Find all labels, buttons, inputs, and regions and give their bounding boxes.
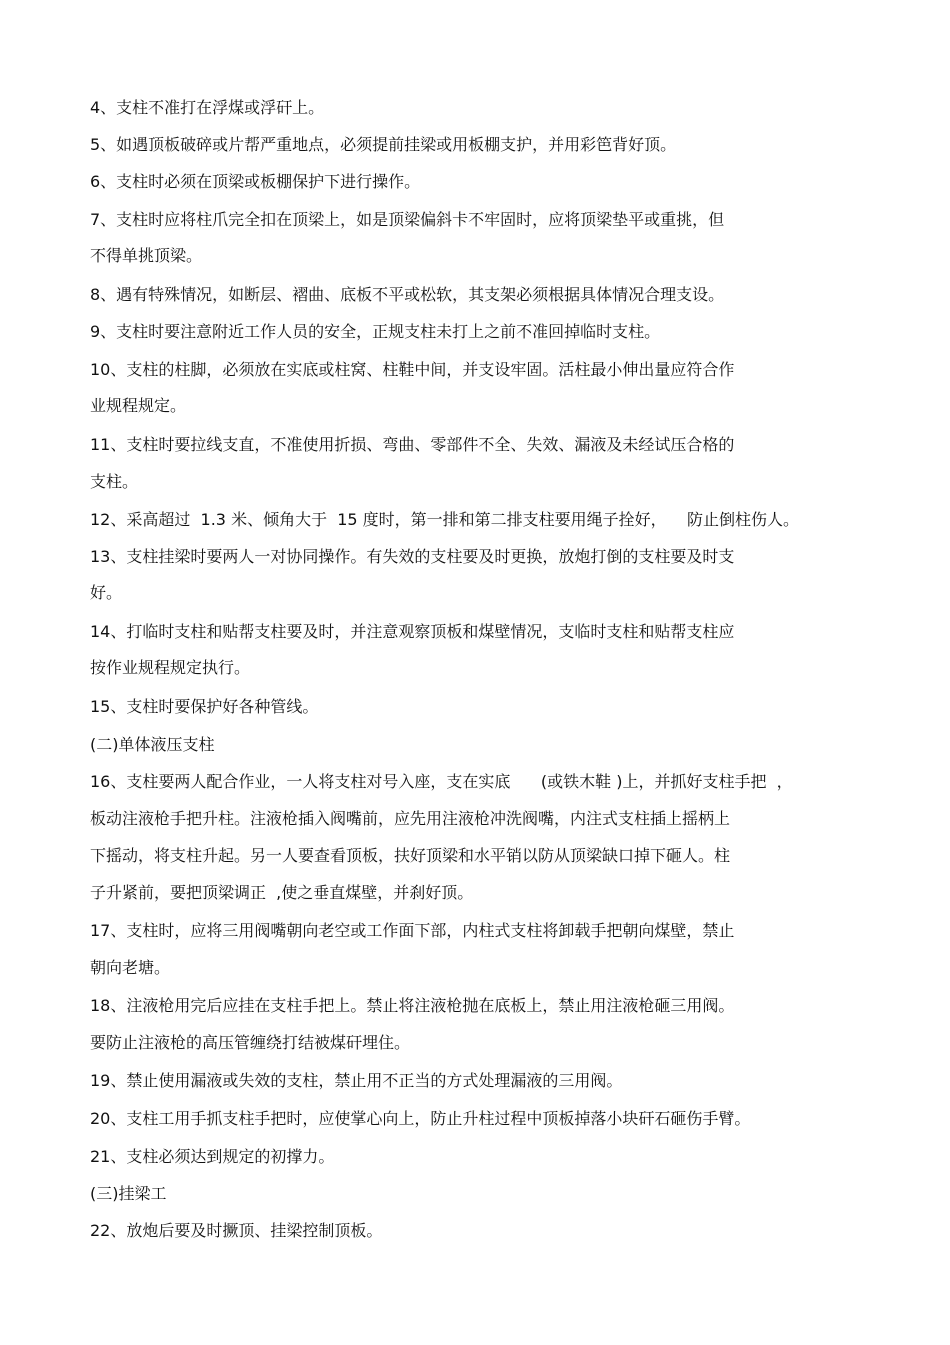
text-line: 要防止注液枪的高压管缠绕打结被煤矸埋住。 xyxy=(90,1033,411,1052)
text-line: 7、支柱时应将柱爪完全扣在顶梁上，如是顶梁偏斜卡不牢固时，应将顶梁垫平或重挑，但 xyxy=(90,210,725,229)
text-line: 朝向老塘。 xyxy=(90,958,171,977)
text-line: 8、遇有特殊情况，如断层、褶曲、底板不平或松软，其支架必须根据具体情况合理支设。 xyxy=(90,285,725,304)
text-line: 11、支柱时要拉线支直，不准使用折损、弯曲、零部件不全、失效、漏液及未经试压合格的 xyxy=(90,435,735,454)
text-line: 18、注液枪用完后应挂在支柱手把上。禁止将注液枪抛在底板上，禁止用注液枪砸三用阀。 xyxy=(90,996,735,1015)
text-line: 6、支柱时必须在顶梁或板棚保护下进行操作。 xyxy=(90,172,421,191)
text-line: 16、支柱要两人配合作业，一人将支柱对号入座，支在实底 (或铁木鞋 )上，并抓好支柱手把 ， xyxy=(90,772,793,791)
text-line: 22、放炮后要及时撅顶、挂梁控制顶板。 xyxy=(90,1221,383,1240)
text-line: 子升紧前，要把顶梁调正 ,使之垂直煤壁，并刹好顶。 xyxy=(90,883,474,902)
text-line: 不得单挑顶梁。 xyxy=(90,246,203,265)
text-line: 17、支柱时，应将三用阀嘴朝向老空或工作面下部，内柱式支柱将卸载手把朝向煤壁，禁止 xyxy=(90,921,735,940)
text-line: 4、支柱不准打在浮煤或浮矸上。 xyxy=(90,98,325,117)
text-line: 20、支柱工用手抓支柱手把时，应使掌心向上，防止升柱过程中顶板掉落小块矸石砸伤手臂。 xyxy=(90,1109,751,1128)
text-line: 21、支柱必须达到规定的初撑力。 xyxy=(90,1147,335,1166)
text-line: 下摇动，将支柱升起。另一人要查看顶板，扶好顶梁和水平销以防从顶梁缺口掉下砸人。柱 xyxy=(90,846,731,865)
text-line: 19、禁止使用漏液或失效的支柱，禁止用不正当的方式处理漏液的三用阀。 xyxy=(90,1071,623,1090)
text-line: 14、打临时支柱和贴帮支柱要及时，并注意观察顶板和煤壁情况，支临时支柱和贴帮支柱应 xyxy=(90,622,735,641)
text-line: 业规程规定。 xyxy=(90,396,187,415)
text-line: 15、支柱时要保护好各种管线。 xyxy=(90,697,319,716)
section-heading: (三)挂梁工 xyxy=(90,1184,167,1203)
text-line: 10、支柱的柱脚，必须放在实底或柱窝、柱鞋中间，并支设牢固。活柱最小伸出量应符合作 xyxy=(90,360,735,379)
text-line: 13、支柱挂梁时要两人一对协同操作。有失效的支柱要及时更换，放炮打倒的支柱要及时支 xyxy=(90,547,735,566)
text-line: 支柱。 xyxy=(90,472,139,491)
text-line: 按作业规程规定执行。 xyxy=(90,658,251,677)
text-line: 板动注液枪手把升柱。注液枪插入阀嘴前，应先用注液枪冲洗阀嘴，内注式支柱插上摇柄上 xyxy=(90,809,731,828)
text-line: 5、如遇顶板破碎或片帮严重地点，必须提前挂梁或用板棚支护，并用彩笆背好顶。 xyxy=(90,135,677,154)
text-line: 好。 xyxy=(90,583,123,602)
section-heading: (二)单体液压支柱 xyxy=(90,735,215,754)
text-line: 9、支柱时要注意附近工作人员的安全，正规支柱未打上之前不准回掉临时支柱。 xyxy=(90,322,661,341)
text-line: 12、采高超过 1.3 米、倾角大于 15 度时，第一排和第二排支柱要用绳子拴好， 防止倒柱伤人。 xyxy=(90,510,800,529)
